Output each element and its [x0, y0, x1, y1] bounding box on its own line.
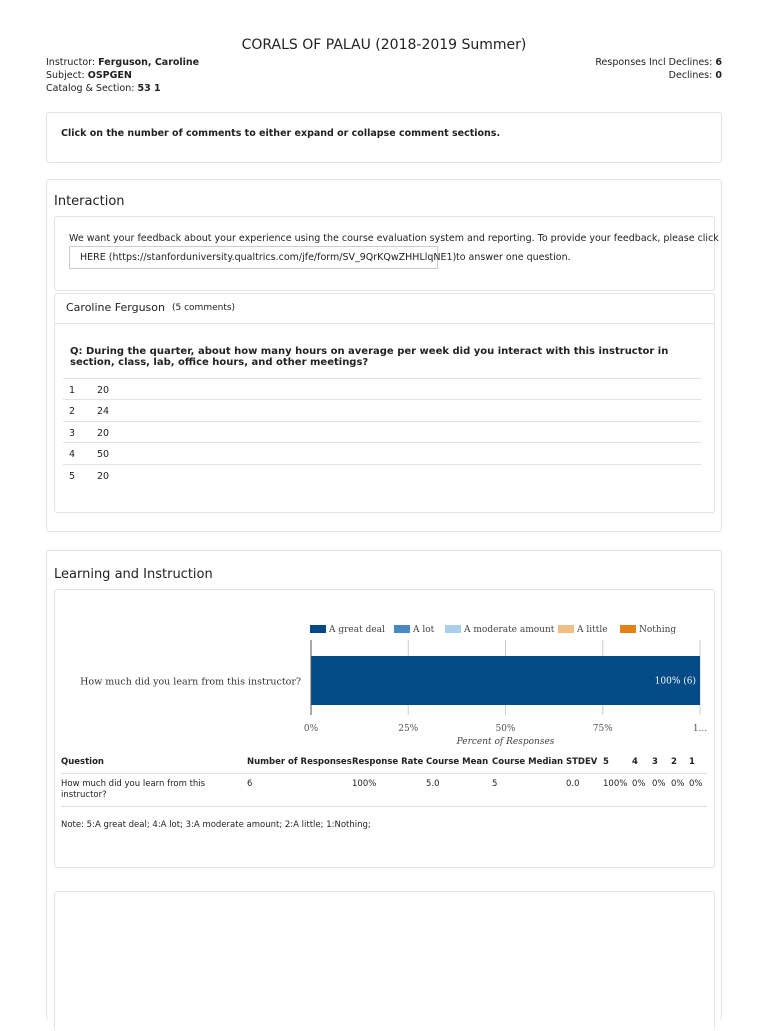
cell-course-mean: 5.0 [426, 774, 492, 807]
col-course-median: Course Median [492, 757, 564, 767]
comments-count-link[interactable]: (5 comments) [172, 303, 236, 313]
x-tick-label: 1... [692, 724, 708, 734]
list-item: 3 20 [63, 421, 701, 443]
legend-label: A little [577, 625, 608, 635]
legend-swatch [310, 625, 326, 633]
col-1: 1 [689, 757, 695, 767]
subject-value: OSPGEN [87, 70, 132, 81]
cell-course-median: 5 [492, 774, 566, 807]
notice-text: Click on the number of comments to either expand or collapse comment sections. [61, 128, 501, 139]
question-text: Q: During the quarter, about how many hours on average per week did you interact with this instructor in section, class, lab, office hours, and other meetings? [70, 346, 669, 368]
cell-5: 100% [603, 774, 632, 807]
bar-data-label: 100% (6) [654, 676, 696, 687]
x-tick-label: 25% [398, 724, 419, 734]
col-number-of-responses: Number of Responses [247, 757, 352, 767]
stats-table [61, 757, 707, 807]
learning-title: Learning and Instruction [54, 567, 213, 582]
cell-1: 0% [689, 774, 707, 807]
list-item: 1 20 [63, 378, 701, 400]
instructor-label: Instructor: [46, 57, 96, 68]
responses-label: Responses Incl Declines: [595, 57, 713, 68]
cell-2: 0% [671, 774, 689, 807]
list-item: 2 24 [63, 399, 701, 421]
legend-label: A moderate amount [464, 625, 555, 635]
instructor-name: Caroline Ferguson [66, 301, 165, 314]
x-tick-label: 50% [495, 724, 516, 734]
feedback-text: We want your feedback about your experience using the course evaluation system and reporting. To provide your feedback, please click [69, 233, 719, 244]
legend-swatch [620, 625, 636, 633]
table-row [61, 774, 707, 807]
feedback-link-button[interactable]: HERE (https://stanforduniversity.qualtrics.com/jfe/form/SV_9QrKQwZHHLlqNE1) [69, 246, 438, 269]
col-4: 4 [632, 757, 638, 767]
legend-swatch [558, 625, 574, 633]
declines-value: 0 [715, 70, 722, 81]
cell-number-of-responses: 6 [247, 774, 352, 807]
interaction-title: Interaction [54, 194, 125, 209]
catalog-label: Catalog & Section: [46, 83, 135, 94]
col-question: Question [61, 757, 104, 767]
category-label: How much did you learn from this instructor? [80, 676, 301, 688]
legend-label: Nothing [639, 625, 677, 635]
cell-question: How much did you learn from this instructor? [61, 774, 247, 807]
cell-3: 0% [652, 774, 671, 807]
cell-4: 0% [632, 774, 652, 807]
legend-swatch [445, 625, 461, 633]
catalog-value: 53 1 [137, 83, 161, 94]
col-response-rate: Response Rate [352, 757, 424, 767]
cell-stdev: 0.0 [566, 774, 603, 807]
legend-label: A lot [413, 625, 435, 635]
x-tick-label: 0% [303, 724, 319, 734]
list-item: 4 50 [63, 442, 701, 464]
bar-a-great-deal [311, 656, 700, 705]
list-item: 5 20 [63, 464, 701, 486]
col-stdev: STDEV [566, 757, 598, 767]
x-axis-title: Percent of Responses [456, 737, 555, 747]
col-course-mean: Course Mean [426, 757, 489, 767]
legend-label: A great deal [329, 625, 385, 635]
table-header-row [61, 757, 707, 774]
col-2: 2 [671, 757, 677, 767]
cell-response-rate: 100% [352, 774, 426, 807]
legend-swatch [394, 625, 410, 633]
page-title: CORALS OF PALAU (2018-2019 Summer) [241, 37, 527, 53]
subject-label: Subject: [46, 70, 85, 81]
scale-note: Note: 5:A great deal; 4:A lot; 3:A moderate amount; 2:A little; 1:Nothing; [61, 820, 371, 830]
instructor-value: Ferguson, Caroline [98, 57, 200, 68]
feedback-after-text: to answer one question. [456, 252, 571, 263]
col-5: 5 [603, 757, 609, 767]
col-3: 3 [652, 757, 658, 767]
x-tick-label: 75% [592, 724, 613, 734]
declines-label: Declines: [668, 70, 713, 81]
responses-value: 6 [715, 57, 722, 68]
